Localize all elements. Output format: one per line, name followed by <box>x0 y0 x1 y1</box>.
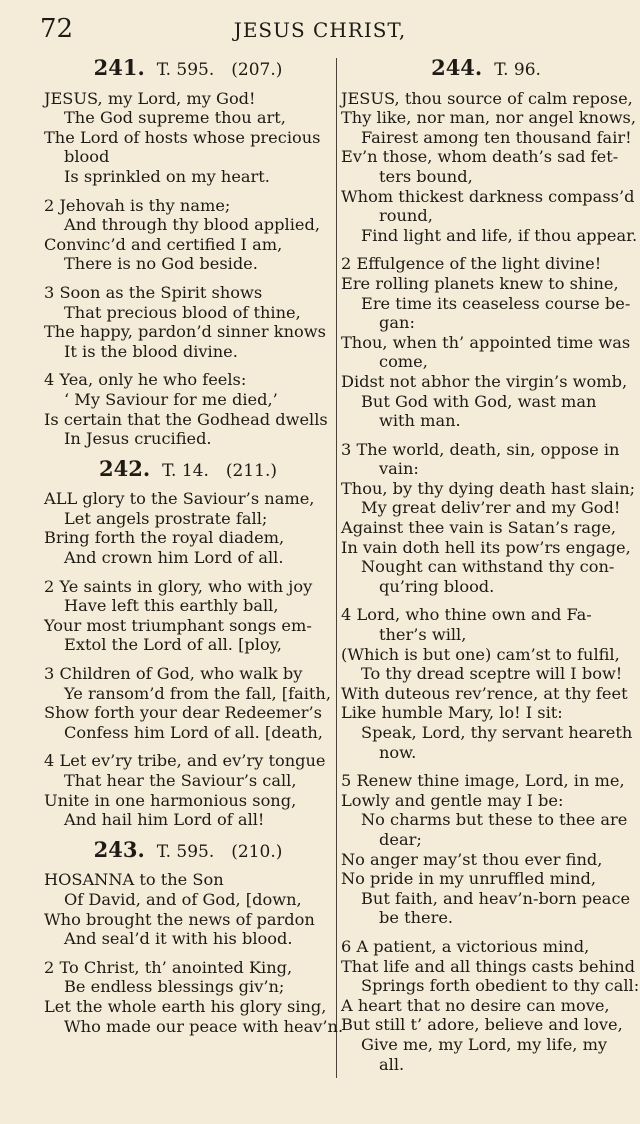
verse-line: ALL glory to the Saviour’s name, <box>44 489 315 509</box>
verse-line: My great deliv’rer and my God! <box>361 498 621 518</box>
verse-line: The God supreme thou art, <box>64 108 286 128</box>
hymn-reference: (207.) <box>231 60 283 80</box>
verse-line: ‘ My Saviour for me died,’ <box>64 389 278 409</box>
verse-line: That life and all things casts behind <box>341 956 635 976</box>
verse-line: 2 Jehovah is thy name; <box>44 195 231 215</box>
verse-line: In Jesus crucified. <box>64 429 212 449</box>
verse-line: Nought can withstand thy con- <box>361 557 615 577</box>
verse-line: Have left this earthly ball, <box>64 596 279 616</box>
hymn-tune: T. 14. <box>162 460 209 481</box>
verse-line: come, <box>379 352 428 372</box>
verse <box>341 605 631 762</box>
verse-line: With duteous rev’rence, at thy feet <box>341 683 628 703</box>
verse-line: 4 Yea, only he who feels: <box>44 370 247 390</box>
verse-line: 2 Effulgence of the light divine! <box>341 254 602 274</box>
verse <box>44 196 332 274</box>
hymn-reference: (211.) <box>225 460 277 481</box>
verse-line: Thou, when th’ appointed time was <box>341 332 631 352</box>
verse-line: vain: <box>379 459 419 479</box>
verse-line: Let angels prostrate fall; <box>64 508 268 528</box>
verse-line: Ere rolling planets knew to shine, <box>341 273 619 293</box>
verse-line: 6 A patient, a victorious mind, <box>341 936 590 956</box>
verse-line: Whom thickest darkness compass’d <box>341 186 635 206</box>
hymn-heading <box>44 55 332 81</box>
verse <box>341 88 638 246</box>
verse <box>44 957 344 1036</box>
hymn <box>44 836 344 1036</box>
hymn-tune: T. 595. <box>156 841 215 862</box>
verse-line: 3 Children of God, who walk by <box>44 664 303 684</box>
verse-line: HOSANNA to the Son <box>44 870 224 890</box>
verse-line: Ye ransom’d from the fall, [faith, <box>64 683 331 703</box>
column-divider <box>336 58 337 1078</box>
running-head: JESUS CHRIST, <box>233 18 407 42</box>
verse-line: And through thy blood applied, <box>64 215 320 235</box>
verse <box>341 439 636 597</box>
verse-line: Speak, Lord, thy servant heareth <box>361 723 633 742</box>
hymn <box>341 55 640 1074</box>
verse-line: ters bound, <box>379 166 473 186</box>
verse-line: A heart that no desire can move, <box>341 995 610 1015</box>
verse-line: Didst not abhor the virgin’s womb, <box>341 371 628 391</box>
verse-line: But still t’ adore, believe and love, <box>341 1015 623 1035</box>
verse-line: And crown him Lord of all. <box>64 548 284 568</box>
verse-line: Of David, and of God, [down, <box>64 889 302 909</box>
hymn-number: 243. <box>93 836 145 862</box>
verse-line: 2 Ye saints in glory, who with joy <box>44 576 313 596</box>
verse-line: Like humble Mary, lo! I sit: <box>341 703 563 723</box>
verse-line: Give me, my Lord, my life, my <box>361 1034 608 1054</box>
verse <box>44 664 332 742</box>
verse-line: 5 Renew thine image, Lord, in me, <box>341 771 625 791</box>
verse-line: JESUS, thou source of calm repose, <box>341 88 633 108</box>
verse-line: Thou, by thy dying death hast slain; <box>341 478 636 498</box>
verse <box>341 254 631 430</box>
verse-line: There is no God beside. <box>64 254 258 274</box>
verse-line: But faith, and heav’n-born peace <box>361 888 631 908</box>
verse-line: Thy like, nor man, nor angel knows, <box>341 108 637 128</box>
verse <box>341 771 631 928</box>
verse-line: ther’s will, <box>379 625 467 645</box>
verse <box>341 936 640 1074</box>
verse-line: The happy, pardon’d sinner knows <box>44 322 326 342</box>
verse-line: Who brought the news of pardon <box>44 909 315 929</box>
hymn <box>44 55 332 449</box>
verse-line: Be endless blessings giv’n; <box>64 977 285 997</box>
verse <box>44 283 332 361</box>
verse-line: all. <box>379 1054 405 1074</box>
verse-line: But God with God, wast man <box>361 391 597 411</box>
verse-line: Who made our peace with heav’n. <box>64 1016 344 1036</box>
verse-line: (Which is but one) cam’st to fulfil, <box>341 644 620 664</box>
verse-line: 3 Soon as the Spirit shows <box>44 282 263 302</box>
hymn-number: 242. <box>99 455 151 481</box>
verse-line: Convinc’d and certified I am, <box>44 234 283 254</box>
verse-line: Show forth your dear Redeemer’s <box>44 703 322 723</box>
verse-line: blood <box>64 147 110 167</box>
verse-line: Confess him Lord of all. [death, <box>64 722 323 742</box>
verse <box>44 370 332 448</box>
hymn-number: 241. <box>93 55 145 80</box>
verse-line: Against thee vain is Satan’s rage, <box>341 518 617 538</box>
hymn-heading <box>44 455 332 482</box>
verse-line: That hear the Saviour’s call, <box>64 771 297 790</box>
verse-line: JESUS, my Lord, my God! <box>44 88 256 108</box>
left-column <box>44 52 344 1046</box>
verse-line: Springs forth obedient to thy call: <box>361 976 640 996</box>
hymn-tune: T. 96. <box>494 60 541 80</box>
verse <box>44 870 332 948</box>
verse-line: now. <box>379 742 417 762</box>
verse-line: Unite in one harmonious song, <box>44 790 297 810</box>
verse <box>44 489 332 567</box>
hymn-heading <box>341 55 631 81</box>
hymn-number: 244. <box>431 55 483 80</box>
hymn-reference: (210.) <box>231 841 283 862</box>
verse-line: Is sprinkled on my heart. <box>64 166 270 186</box>
verse-line: Extol the Lord of all. [ploy, <box>64 635 282 655</box>
verse-line: with man. <box>379 411 461 431</box>
verse-line: 2 To Christ, th’ anointed King, <box>44 957 293 977</box>
hymn-tune: T. 595. <box>156 60 215 80</box>
verse-line: Is certain that the Godhead dwells <box>44 409 328 429</box>
verse-line: 4 Lord, who thine own and Fa- <box>341 605 592 625</box>
right-column <box>341 52 640 1084</box>
verse-line: No charms but these to thee are <box>361 810 628 830</box>
verse-line: No anger may’st thou ever find, <box>341 849 603 869</box>
verse-line: Let the whole earth his glory sing, <box>44 996 327 1016</box>
verse <box>44 577 332 655</box>
verse <box>44 89 332 187</box>
verse-line: And hail him Lord of all! <box>64 810 265 830</box>
verse-line: Fairest among ten thousand fair! <box>361 127 632 147</box>
verse-line: The Lord of hosts whose precious <box>44 127 321 147</box>
verse-line: Ere time its ceaseless course be- <box>361 293 631 313</box>
hymn <box>44 455 332 830</box>
verse-line: 3 The world, death, sin, oppose in <box>341 439 620 459</box>
verse-line: And seal’d it with his blood. <box>64 929 293 949</box>
verse-line: In vain doth hell its pow’rs engage, <box>341 537 631 557</box>
verse-line: qu’ring blood. <box>379 576 495 596</box>
verse-line: It is the blood divine. <box>64 341 238 361</box>
verse-line: gan: <box>379 313 415 333</box>
verse <box>44 751 332 829</box>
verse-line: Your most triumphant songs em- <box>44 615 312 635</box>
verse-line: Bring forth the royal diadem, <box>44 528 285 548</box>
verse-line: No pride in my unruffled mind, <box>341 869 597 889</box>
hymn-heading <box>44 836 332 863</box>
verse-line: That precious blood of thine, <box>64 302 301 322</box>
verse-line: be there. <box>379 908 454 928</box>
verse-line: 4 Let ev’ry tribe, and ev’ry tongue <box>44 751 326 771</box>
verse-line: Find light and life, if thou appear. <box>361 225 638 245</box>
page-number: 72 <box>40 14 74 44</box>
verse-line: dear; <box>379 829 422 849</box>
verse-line: Ev’n those, whom death’s sad fet- <box>341 147 619 167</box>
verse-line: To thy dread sceptre will I bow! <box>361 664 623 684</box>
verse-line: round, <box>379 206 433 226</box>
verse-line: Lowly and gentle may I be: <box>341 790 564 810</box>
